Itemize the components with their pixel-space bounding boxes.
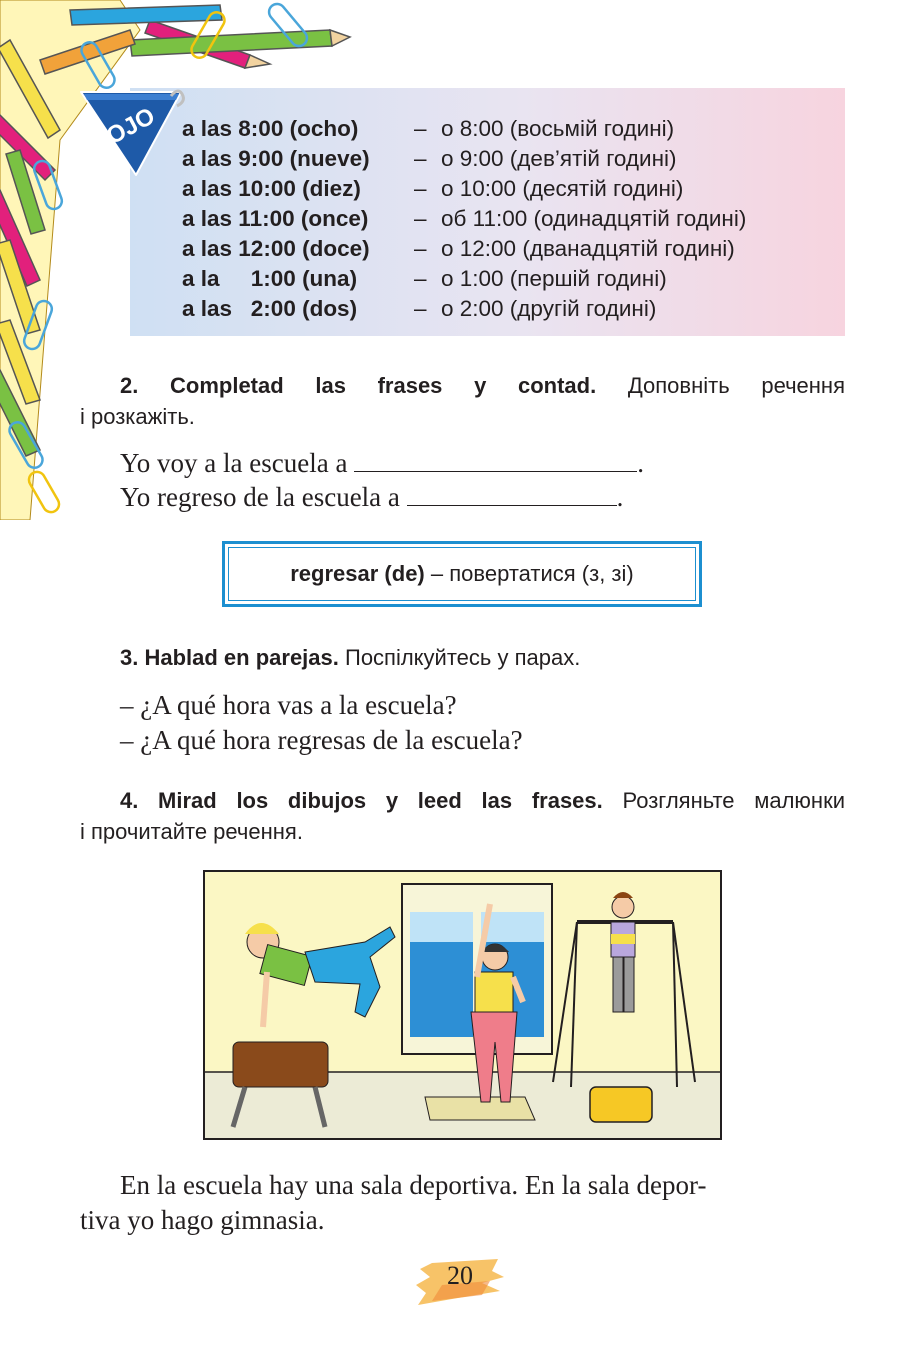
paragraph-line-1: En la escuela hay una sala deportiva. En la sala depor- [120, 1170, 707, 1200]
dash: – [414, 176, 427, 201]
task-2-instruction [80, 370, 845, 432]
dialogue-question-1: – ¿A qué hora vas a la escuela? [120, 690, 457, 720]
dash: – [414, 296, 427, 321]
time-ukrainian: о 9:00 (дев’ятій годині) [441, 146, 677, 171]
page-number [412, 1255, 508, 1310]
time-spanish: a las 2:00 (dos) [182, 296, 358, 321]
sentence-period: . [616, 482, 624, 512]
time-spanish: a las 11:00 (once) [182, 206, 369, 231]
sentence-text: Yo voy a la escuela a [120, 448, 348, 478]
dash: – [414, 266, 427, 291]
time-ukrainian: о 10:00 (десятій годині) [441, 176, 684, 201]
task-3-instruction [80, 642, 845, 673]
task-4-heading: 4. Mirad los dibujos y leed las frases. [120, 788, 603, 813]
closing-paragraph [80, 1168, 845, 1238]
time-row [182, 234, 842, 264]
task-2-translation: Доповніть речення [627, 373, 845, 398]
ojo-badge [76, 80, 196, 180]
sentence-period: . [637, 448, 644, 478]
time-ukrainian: о 12:00 (дванадцятій годині) [441, 236, 735, 261]
task-3-translation: Поспілкуйтесь у парах. [345, 645, 581, 670]
task-4-instruction [80, 785, 845, 847]
time-ukrainian: об 11:00 (одинадцятій годині) [441, 206, 747, 231]
task-2-translation-cont: і розкажіть. [80, 404, 195, 429]
gym-illustration [203, 870, 722, 1140]
vocab-meaning: – повертатися (з, зі) [430, 561, 634, 586]
ojo-badge-label: OJO [101, 102, 160, 151]
vocab-term: regresar (de) [290, 561, 425, 586]
time-spanish: a las 9:00 (nueve) [182, 146, 370, 171]
task-4-translation: Розгляньте малюнки [622, 788, 846, 813]
dash: – [414, 236, 427, 261]
paragraph-line-2: tiva yo hago gimnasia. [80, 1205, 325, 1235]
dialogue-question-2: – ¿A qué hora regresas de la escuela? [120, 725, 523, 755]
vocabulary-box [222, 541, 702, 607]
sentence-return-from-school [120, 482, 623, 513]
time-spanish: a las 12:00 (doce) [182, 236, 370, 261]
time-ukrainian: о 1:00 (першій годині) [441, 266, 667, 291]
time-row [182, 114, 842, 144]
time-row [182, 264, 842, 294]
time-row [182, 144, 842, 174]
page-number-text: 20 [447, 1261, 473, 1290]
time-spanish: a las 8:00 (ocho) [182, 116, 359, 141]
dash: – [414, 116, 427, 141]
time-spanish: a la 1:00 (una) [182, 266, 358, 291]
time-ukrainian: о 2:00 (другій годині) [441, 296, 657, 321]
time-row [182, 174, 842, 204]
sentence-text: Yo regreso de la escuela a [120, 482, 400, 512]
task-3-heading: 3. Hablad en parejas. [120, 645, 339, 670]
time-row [182, 204, 842, 234]
time-expressions-list [182, 114, 842, 324]
answer-blank[interactable] [354, 452, 637, 472]
time-ukrainian: о 8:00 (восьмій годині) [441, 116, 675, 141]
task-2-heading: 2. Completad las frases y contad. [120, 373, 597, 398]
time-row [182, 294, 842, 324]
task-4-translation-cont: і прочитайте речення. [80, 819, 303, 844]
dash: – [414, 146, 427, 171]
answer-blank[interactable] [407, 486, 617, 506]
sentence-go-to-school [120, 448, 644, 479]
dash: – [414, 206, 427, 231]
time-spanish: a las 10:00 (diez) [182, 176, 361, 201]
